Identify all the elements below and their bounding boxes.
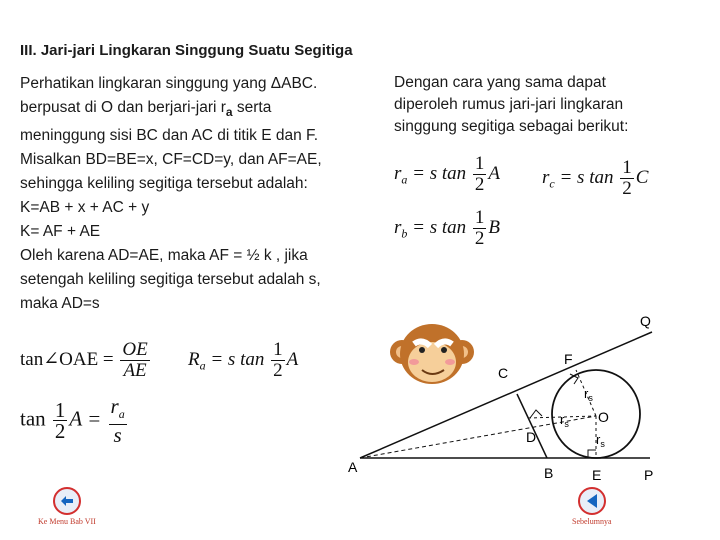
excircle-diagram	[340, 310, 720, 490]
label-e: E	[592, 467, 602, 483]
formula-tan-half: tan $\frac{1}{2}$ A = $\frac{r_a}{s}$	[20, 394, 125, 448]
text-line: berpusat di O dan berjari-jari $r_a$ serta	[20, 99, 272, 120]
right-explanation	[394, 72, 714, 138]
label-a: A	[348, 459, 358, 475]
previous-button[interactable]	[572, 486, 612, 526]
text-line: sehingga keliling segitiga tersebut adalah:	[20, 175, 308, 193]
text-line: meninggung sisi BC dan AC di titik E dan F.	[20, 127, 319, 145]
label-rs-bottom: $r_s$	[596, 432, 605, 449]
text-line: maka AD=s	[20, 295, 100, 313]
text-line: K=AB + x + AC + y	[20, 199, 150, 217]
previous-icon	[577, 486, 607, 516]
text-line: Oleh karena AD=AE, maka AF = ½ k , jika	[20, 247, 308, 265]
label-b: B	[544, 465, 554, 481]
formula-tan-oae: tan∠OAE = $\frac{OE}{AE}$	[20, 339, 148, 381]
label-f: F	[564, 351, 573, 367]
formula-rb: $r_b = s$ tan $\frac{1}{2}$ B	[394, 207, 501, 249]
formula-Ra: $R_a = s$ tan $\frac{1}{2}$ A	[188, 339, 299, 381]
back-arrow-icon	[52, 486, 82, 516]
label-q: Q	[640, 313, 651, 329]
label-d: D	[526, 429, 537, 445]
slide-title: III. Jari-jari Lingkaran Singgung Suatu Segitiga	[20, 42, 353, 59]
formula-ra: $r_a = s$ tan $\frac{1}{2}$ A	[394, 153, 501, 195]
label-o: O	[598, 409, 609, 425]
formula-rc: $r_c = s$ tan $\frac{1}{2}$ C	[542, 157, 649, 199]
label-c: C	[498, 365, 509, 381]
label-rs-top: $r_s$	[584, 386, 593, 403]
text-line: setengah keliling segitiga tersebut adalah s,	[20, 271, 321, 289]
label-p: P	[644, 467, 654, 483]
text-line: singgung segitiga sebagai berikut:	[394, 118, 629, 135]
left-explanation	[20, 72, 390, 316]
label-rs-mid: $r_s$	[560, 412, 569, 429]
back-to-menu-button[interactable]	[38, 486, 96, 526]
text-line: Dengan cara yang sama dapat	[394, 74, 606, 91]
text-line: Misalkan BD=BE=x, CF=CD=y, dan AF=AE,	[20, 151, 322, 169]
text-line: Perhatikan lingkaran singgung yang ΔABC.	[20, 75, 318, 92]
previous-label: Sebelumnya	[572, 517, 612, 526]
line-aq	[360, 332, 652, 458]
text-line: K= AF + AE	[20, 223, 101, 241]
back-to-menu-label: Ke Menu Bab VII	[38, 517, 96, 526]
text-line: diperoleh rumus jari-jari lingkaran	[394, 96, 624, 113]
